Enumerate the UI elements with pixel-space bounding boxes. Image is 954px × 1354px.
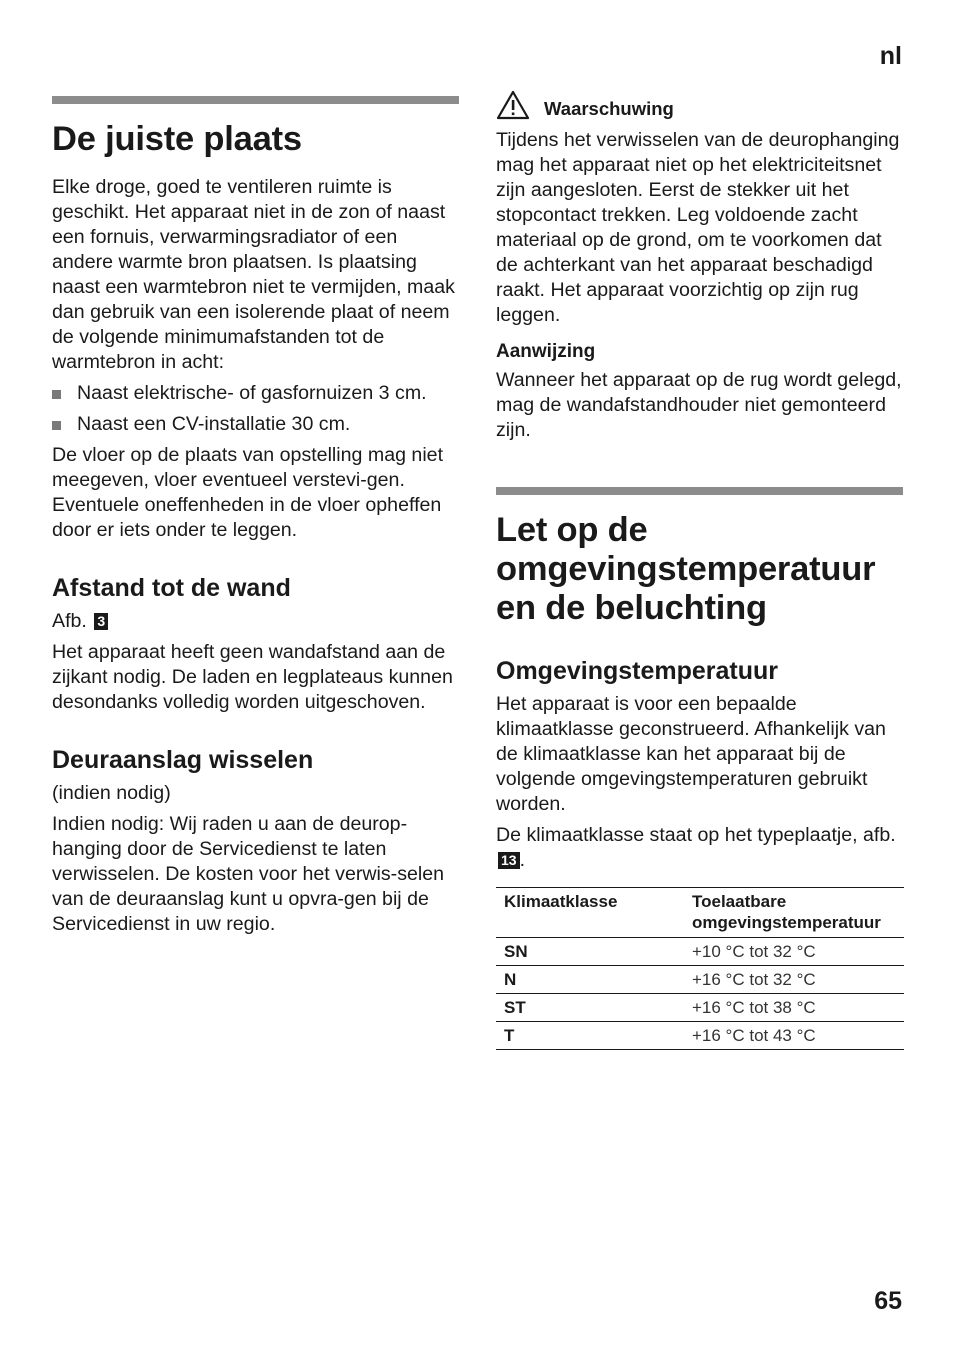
- table-row: [496, 938, 904, 966]
- climate-class-table: [496, 887, 904, 1050]
- table-cell: +16 °C tot 32 °C: [684, 966, 904, 994]
- table-cell: +16 °C tot 38 °C: [684, 994, 904, 1022]
- table-row: [496, 994, 904, 1022]
- heading-wall-distance: Afstand tot de wand: [52, 574, 291, 602]
- figure-reference: [52, 609, 459, 634]
- sentence-end: .: [519, 849, 526, 871]
- list-item-text: Naast een CV-installatie 30 cm.: [77, 413, 351, 435]
- section-rule: [52, 96, 459, 104]
- list-item: [52, 412, 459, 437]
- language-code: nl: [879, 42, 902, 70]
- right-column: [496, 96, 903, 1050]
- section-title-placement: De juiste plaats: [52, 120, 302, 158]
- square-bullet-icon: [52, 390, 61, 399]
- table-cell: ST: [496, 994, 684, 1022]
- list-item-text: Naast elektrische- of gasfornuizen 3 cm.: [77, 382, 427, 404]
- figure-number: 13: [498, 852, 520, 869]
- heading-door-reversal: Deuraanslag wisselen: [52, 746, 314, 774]
- page-number: 65: [874, 1287, 902, 1315]
- warning-text: Tijdens het verwisselen van de deurophanging mag het apparaat niet op het elektriciteitsnet zijn aangesloten. Eerst de stekker uit het stopcontact trekken. Leg voldoende zacht materiaal op de grond, om te voorkomen dat de achterkant van het apparaat beschadigd raakt. Het apparaat voorzichtig op zijn rug leggen.: [496, 129, 900, 326]
- door-reversal-text: Indien nodig: Wij raden u aan de deurop-hanging door de Servicedienst te laten verwisselen. De kosten voor het verwis-selen van de deuraanslag kunt u opvra-gen bij de Servicedienst in uw regio.: [52, 813, 445, 935]
- floor-text: De vloer op de plaats van opstelling mag niet meegeven, vloer eventueel verstevi-gen. Eventuele oneffenheden in de vloer opheffen door er iets onder te leggen.: [52, 444, 444, 541]
- rating-plate-sentence: De klimaatklasse staat op het typeplaatje, afb.: [496, 824, 896, 846]
- temperature-text: Het apparaat is voor een bepaalde klimaatklasse geconstrueerd. Afhankelijk van de klimaatklasse kan het apparaat bij de volgende omgevingstemperaturen gebruikt worden.: [496, 693, 886, 815]
- note-text: Wanneer het apparaat op de rug wordt gelegd, mag de wandafstandhouder niet gemonteerd zijn.: [496, 369, 902, 441]
- table-row: [496, 1022, 904, 1050]
- warning-label: Waarschuwing: [544, 98, 674, 119]
- warning-header: [496, 90, 903, 120]
- column-header: Toelaatbare omgevingstemperatuur: [684, 888, 904, 938]
- placement-intro: Elke droge, goed te ventileren ruimte is geschikt. Het apparaat niet in de zon of naast een fornuis, verwarmingsradiator of een andere warmte bron plaatsen. Is plaatsing naast een warmtebron niet te vermijden, maak dan gebruik van een isolerende plaat of neem de volgende minimumafstanden tot de warmtebron in acht:: [52, 176, 455, 373]
- table-cell: T: [496, 1022, 684, 1050]
- left-column: [52, 96, 459, 943]
- door-reversal-sub: (indien nodig): [52, 782, 171, 804]
- table-cell: N: [496, 966, 684, 994]
- warning-triangle-icon: [496, 90, 530, 120]
- note-label: Aanwijzing: [496, 341, 596, 362]
- column-header: Klimaatklasse: [496, 888, 684, 938]
- heading-ambient-temperature: Omgevingstemperatuur: [496, 657, 779, 685]
- square-bullet-icon: [52, 421, 61, 430]
- table-cell: +16 °C tot 43 °C: [684, 1022, 904, 1050]
- table-row: [496, 966, 904, 994]
- table-cell: +10 °C tot 32 °C: [684, 938, 904, 966]
- wall-distance-text: Het apparaat heeft geen wandafstand aan de zijkant nodig. De laden en legplateaus kunnen desondanks volledig worden uitgeschoven.: [52, 641, 453, 713]
- figure-number: 3: [94, 613, 108, 630]
- section-rule: [496, 487, 903, 495]
- figure-label: Afb.: [52, 610, 87, 632]
- section-title-temperature: Let op de omgevingstemperatuur en de beluchting: [496, 511, 876, 627]
- list-item: [52, 381, 459, 406]
- table-header-row: [496, 888, 904, 938]
- rating-plate-text: [496, 823, 903, 873]
- table-cell: SN: [496, 938, 684, 966]
